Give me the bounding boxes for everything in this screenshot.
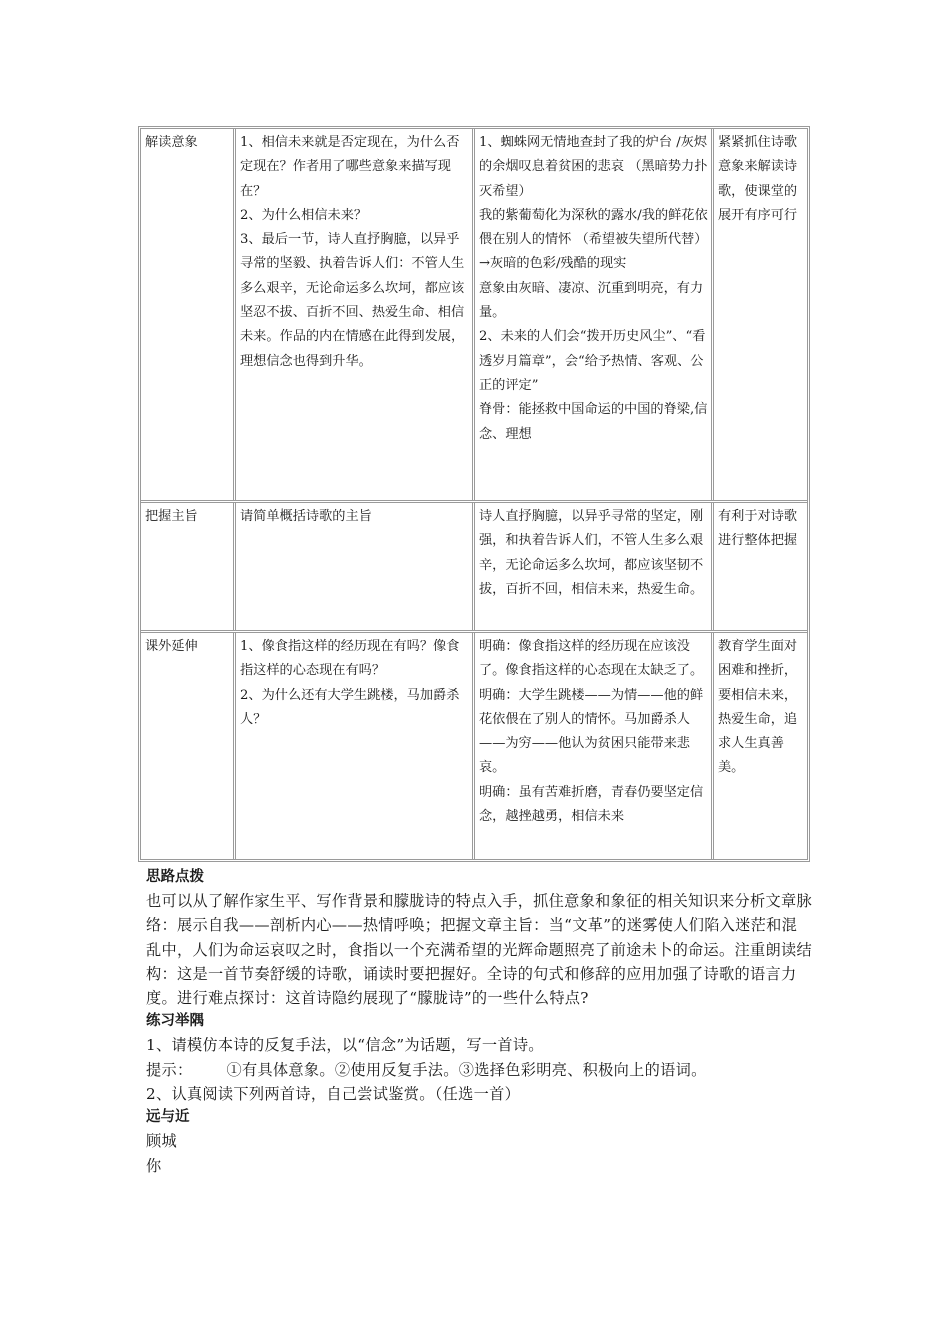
table-row xyxy=(141,633,807,859)
hint-text: ①有具体意象。②使用反复手法。③选择色彩明亮、积极向上的语词。 xyxy=(226,1060,707,1079)
poem-author: 顾城 xyxy=(146,1132,177,1151)
thinking-paragraph: 也可以从了解作家生平、写作背景和朦胧诗的特点入手，抓住意象和象征的相关知识来分析文章脉络：展示自我——剖析内心——热情呼唤；把握文章主旨：当“文革”的迷雾使人们陷入迷茫和混乱中，人们为命运哀叹之时，食指以一个充满希望的光辉命题照亮了前途未卜的命运。注重朗读结构：这是一首节奏舒缓的诗歌，诵读时要把握好。全诗的句式和修辞的应用加强了诗歌的语言力度。进行难点探讨：这首诗隐约展现了“朦胧诗”的一些什么特点? xyxy=(146,892,812,1008)
questions-cell xyxy=(236,503,475,630)
purpose-line: 教育学生面对困难和挫折，要相信未来，热爱生命，追求人生真善美。 xyxy=(718,639,798,776)
table-row xyxy=(141,503,807,633)
purpose-line: 有利于对诗歌进行整体把握 xyxy=(718,509,798,549)
answers-cell xyxy=(475,503,714,630)
poem-line: 你 xyxy=(146,1156,162,1175)
answer-line: 意象由灰暗、凄凉、沉重到明亮，有力量。 xyxy=(479,280,704,321)
answer-line: 诗人直抒胸臆，以异乎寻常的坚定，刚强，和执着告诉人们，不管人生多么艰辛，无论命运多么坎坷，都应该坚韧不拔，百折不回，相信未来，热爱生命。 xyxy=(479,509,704,597)
answers-cell xyxy=(475,129,714,500)
purpose-cell xyxy=(714,129,807,500)
article-body xyxy=(146,866,812,1178)
question-line: 1、相信未来就是否定现在，为什么否定现在？作者用了哪些意象来描写现在？ xyxy=(240,135,460,199)
stage-label: 解读意象 xyxy=(145,135,198,150)
questions-cell xyxy=(236,129,475,500)
question-line: 1、像食指这样的经历现在有吗？像食指这样的心态现在有吗？ xyxy=(240,639,460,679)
stage-cell xyxy=(141,503,236,630)
lesson-plan-table xyxy=(138,126,810,862)
thinking-heading: 思路点拨 xyxy=(146,869,204,885)
answer-line: →灰暗的色彩/残酷的现实 xyxy=(479,256,627,272)
answer-line: 1、蜘蛛网无情地查封了我的炉台 /灰烬的余烟叹息着贫困的悲哀 （黑暗势力扑灭希望） xyxy=(479,135,708,199)
poem-title: 远与近 xyxy=(146,1109,190,1126)
answer-line: 明确：像食指这样的经历现在应该没了。像食指这样的心态现在太缺乏了。 xyxy=(479,639,704,679)
answer-line: 明确：大学生跳楼——为情——他的鲜花依偎在了别人的情怀。马加爵杀人——为穷——他认为贫困只能带来悲哀。 xyxy=(479,687,704,776)
stage-label: 把握主旨 xyxy=(145,509,198,524)
stage-cell xyxy=(141,129,236,500)
purpose-cell xyxy=(714,503,807,630)
practice-heading: 练习举隅 xyxy=(146,1013,204,1030)
purpose-line: 紧紧抓住诗歌意象来解读诗歌，使课堂的展开有序可行 xyxy=(718,135,798,223)
practice-item: 1、请模仿本诗的反复手法，以“信念”为话题，写一首诗。 xyxy=(146,1036,544,1055)
answers-cell xyxy=(475,633,714,859)
practice-item: 2、认真阅读下列两首诗，自己尝试鉴赏。（任选一首） xyxy=(146,1085,521,1104)
purpose-cell xyxy=(714,633,807,859)
hint-line xyxy=(146,1058,812,1082)
questions-cell xyxy=(236,633,475,859)
question-line: 2、为什么还有大学生跳楼，马加爵杀人？ xyxy=(240,687,460,727)
question-line: 2、为什么相信未来？ xyxy=(240,207,368,223)
question-line: 请简单概括诗歌的主旨 xyxy=(240,509,372,524)
answer-line: 2、未来的人们会“拨开历史风尘”、“看透岁月篇章”，会“给予热情、客观、公正的评定” xyxy=(479,329,706,393)
question-line: 3、最后一节，诗人直抒胸臆，以异乎寻常的坚毅、执着告诉人们：不管人生多么艰辛，无论命运多么坎坷，都应该坚忍不拔、百折不回、热爱生命、相信未来。作品的内在情感在此得到发展，理想信念也得到升华。 xyxy=(240,232,465,369)
stage-cell xyxy=(141,633,236,859)
answer-line: 明确：虽有苦难折磨，青春仍要坚定信念，越挫越勇，相信未来 xyxy=(479,784,704,825)
hint-label: 提示： xyxy=(146,1060,193,1079)
table-row xyxy=(141,129,807,503)
answer-line: 我的紫葡萄化为深秋的露水/我的鲜花依偎在别人的情怀 （希望被失望所代替） xyxy=(479,207,708,248)
stage-label: 课外延伸 xyxy=(145,639,198,654)
answer-line: 脊骨：能拯救中国命运的中国的脊梁,信念、理想 xyxy=(479,402,708,442)
